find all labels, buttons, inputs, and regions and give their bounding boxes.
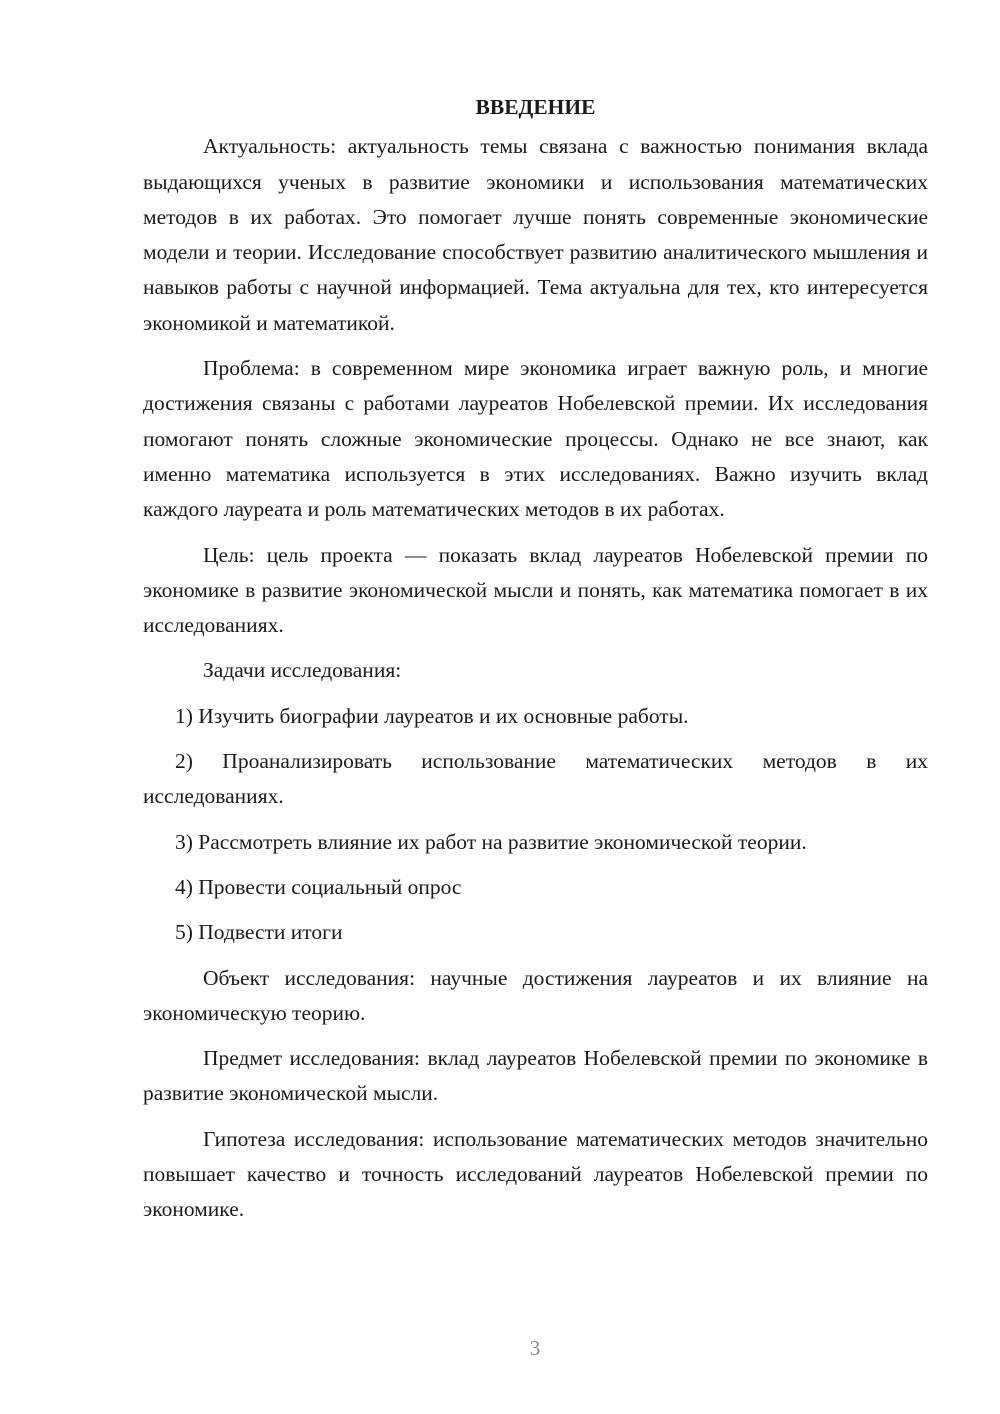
page-content: [143, 90, 928, 1238]
paragraph-hypothesis: Гипотеза исследования: использование математических методов значительно повышает качество и точность исследований лауреатов Нобелевской премии по экономике.: [143, 1126, 928, 1222]
task-item-2: 2) Проанализировать использование математических методов в их исследованиях.: [143, 749, 928, 809]
task-item-4: 4) Провести социальный опрос: [175, 874, 462, 899]
paragraph-goal: Цель: цель проекта — показать вклад лауреатов Нобелевской премии по экономике в развитие экономической мысли и понять, как математика помогает в их исследованиях.: [143, 542, 928, 638]
paragraph-problem: Проблема: в современном мире экономика играет важную роль, и многие достижения связаны с работами лауреатов Нобелевской премии. Их исследования помогают понять сложные экономические процессы. Однако не все знают, как именно математика используется в этих исследованиях. Важно изучить вклад каждого лауреата и роль математических методов в их работах.: [143, 356, 928, 522]
task-item-1: 1) Изучить биографии лауреатов и их основные работы.: [175, 703, 689, 728]
task-item-3: 3) Рассмотреть влияние их работ на развитие экономической теории.: [175, 829, 807, 854]
section-title: ВВЕДЕНИЕ: [475, 95, 596, 119]
paragraph-subject: Предмет исследования: вклад лауреатов Нобелевской премии по экономике в развитие экономической мысли.: [143, 1046, 928, 1106]
page-number: 3: [529, 1336, 541, 1360]
paragraph-tasks-heading: Задачи исследования:: [203, 658, 402, 683]
paragraph-object: Объект исследования: научные достижения лауреатов и их влияние на экономическую теорию.: [143, 965, 928, 1025]
task-item-5: 5) Подвести итоги: [175, 920, 343, 945]
paragraph-relevance: Актуальность: актуальность темы связана с важностью понимания вклада выдающихся ученых в развитие экономики и использования математических методов в их работах. Это помогает лучше понять современные экономические модели и теории. Исследование способствует развитию аналитического мышления и навыков работы с научной информацией. Тема актуальна для тех, кто интересуется экономикой и математикой.: [143, 134, 928, 335]
